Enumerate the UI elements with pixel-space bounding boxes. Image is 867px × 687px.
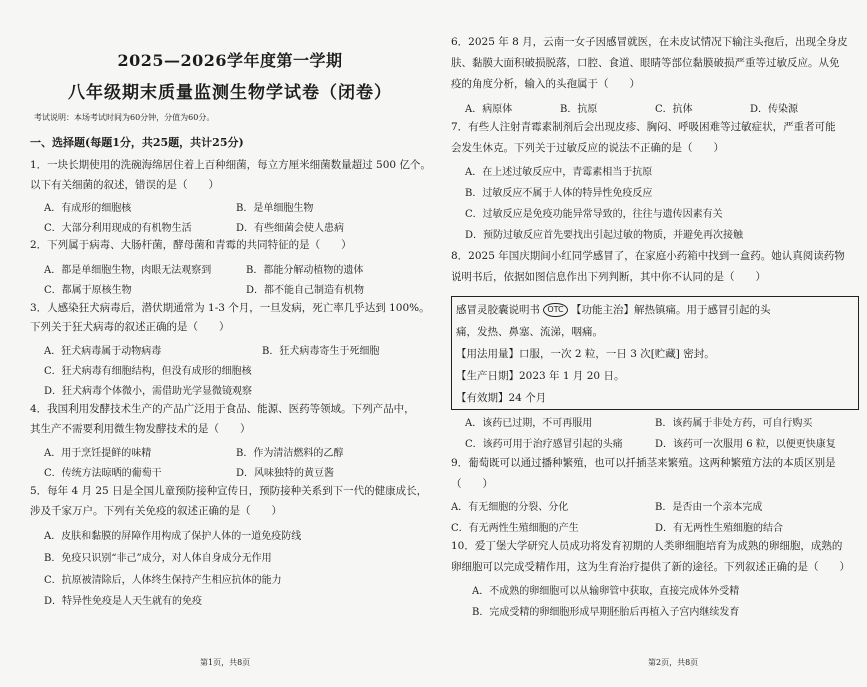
drug-name: 感冒灵胶囊说明书 xyxy=(456,304,540,316)
q1-option-a: A．有成形的细胞核 xyxy=(44,203,132,214)
q2-option-a: A．都是单细胞生物，肉眼无法观察到 xyxy=(44,265,212,276)
q7-option-d: D．预防过敏反应首先要找出引起过敏的物质，并避免再次接触 xyxy=(465,230,744,241)
q8-option-b: B．该药属于非处方药，可自行购买 xyxy=(655,418,813,429)
q1-stem-line1: 1．一块长期使用的洗碗海绵居住着上百种细菌，每立方厘米细菌数量超过 500 亿个。 xyxy=(30,159,431,171)
q7-option-c: C．过敏反应是免疫功能异常导致的，往往与遗传因素有关 xyxy=(465,209,723,220)
q5-stem-line1: 5．每年 4 月 25 日是全国儿童预防接种宣传日，预防接种关系到下一代的健康成长， xyxy=(30,485,428,497)
q10-option-a: A．不成熟的卵细胞可以从输卵管中获取，直接完成体外受精 xyxy=(472,586,740,597)
q1-stem-line2: 以下有关细菌的叙述，错误的是（ ） xyxy=(30,179,219,191)
otc-badge: OTC xyxy=(543,303,567,317)
q6-stem-line3: 疫的角度分析，输入的头孢属于（ ） xyxy=(451,78,640,90)
drug-box-line2: 痛，发热、鼻塞、流涕，咽痛。 xyxy=(456,326,603,338)
q2-option-b: B．都能分解动植物的遗体 xyxy=(246,265,364,276)
q6-option-c: C．抗体 xyxy=(655,104,693,115)
q6-option-a: A．病原体 xyxy=(465,104,513,115)
page-number-right: 第2页，共8页 xyxy=(648,658,699,667)
q10-stem-line2: 卵细胞可以完成受精作用，这为生育治疗提供了新的途径。下列叙述正确的是（ ） xyxy=(451,561,850,573)
drug-shelf-life: 【有效期】24 个月 xyxy=(456,392,547,404)
q5-option-a: A．皮肤和黏膜的屏障作用构成了保护人体的一道免疫防线 xyxy=(44,531,302,542)
section-heading: 一、选择题(每题1分，共25题，共计25分) xyxy=(30,136,244,149)
q4-option-a: A．用于烹饪提鲜的味精 xyxy=(44,448,152,459)
q6-option-d: D．传染源 xyxy=(750,104,799,115)
page-number-left: 第1页，共8页 xyxy=(200,658,251,667)
q8-stem-line2: 说明书后，依据如图信息作出下列判断，其中你不认同的是（ ） xyxy=(451,271,766,283)
drug-instruction-box xyxy=(451,296,859,410)
q4-option-b: B．作为清洁燃料的乙醇 xyxy=(236,448,344,459)
q9-option-d: D．有无两性生殖细胞的结合 xyxy=(655,523,784,534)
q2-stem: 2．下列属于病毒、大肠杆菌，酵母菌和青霉的共同特征的是（ ） xyxy=(30,239,352,251)
q7-stem-line2: 会发生休克。下列关于过敏反应的说法不正确的是（ ） xyxy=(451,142,724,154)
q8-stem-line1: 8．2025 年国庆期间小红同学感冒了，在家庭小药箱中找到一盒药。她认真阅读药物 xyxy=(451,250,845,262)
q4-option-c: C．传统方法晾晒的葡萄干 xyxy=(44,468,162,479)
drug-function: 【功能主治】解热镇痛。用于感冒引起的头 xyxy=(571,304,771,316)
q1-option-c: C．大部分利用现成的有机物生活 xyxy=(44,223,192,234)
q1-option-d: D．有些细菌会使人患病 xyxy=(236,223,345,234)
q9-option-b: B．是否由一个亲本完成 xyxy=(655,502,763,513)
q8-option-d: D．该药可一次服用 6 粒，以便更快康复 xyxy=(655,439,836,450)
exam-note: 考试说明：本场考试时间为60分钟，分值为60分。 xyxy=(34,113,215,122)
q3-option-b: B．狂犬病毒寄生于死细胞 xyxy=(262,346,380,357)
q1-option-b: B．是单细胞生物 xyxy=(236,203,314,214)
q2-option-d: D．都不能自己制造有机物 xyxy=(246,285,365,296)
q10-stem-line1: 10．爱丁堡大学研究人员成功将发育初期的人类卵细胞培育为成熟的卵细胞，成熟的 xyxy=(451,540,843,552)
drug-production-date: 【生产日期】2023 年 1 月 20 日。 xyxy=(456,370,625,382)
q3-option-d: D．狂犬病毒个体微小，需借助光学显微镜观察 xyxy=(44,386,253,397)
q9-option-c: C．有无两性生殖细胞的产生 xyxy=(451,523,579,534)
q6-option-b: B．抗原 xyxy=(560,104,598,115)
q9-option-a: A．有无细胞的分裂、分化 xyxy=(451,502,569,513)
q5-option-b: B．免疫只识别“非己”成分，对人体自身成分无作用 xyxy=(44,553,272,564)
q7-option-a: A．在上述过敏反应中，青霉素相当于抗原 xyxy=(465,167,653,178)
q7-option-b: B．过敏反应不属于人体的特异性免疫反应 xyxy=(465,188,653,199)
q5-option-d: D．特异性免疫是人天生就有的免疫 xyxy=(44,596,203,607)
q4-stem-line1: 4．我国利用发酵技术生产的产品广泛用于食品、能源、医药等领域。下列产品中， xyxy=(30,403,415,415)
exam-year-title: 2025—2026学年度第一学期 xyxy=(117,51,343,70)
q9-stem-line2: （ ） xyxy=(451,478,493,490)
q5-stem-line2: 涉及千家万户。下列有关免疫的叙述正确的是（ ） xyxy=(30,505,282,517)
q4-option-d: D．风味独特的黄豆酱 xyxy=(236,468,335,479)
q6-stem-line1: 6．2025 年 8 月，云南一女子因感冒就医，在未皮试情况下输注头孢后，出现全身皮 xyxy=(451,36,848,48)
q2-option-c: C．都属于原核生物 xyxy=(44,285,132,296)
q10-option-b: B．完成受精的卵细胞形成早期胚胎后再植入子宫内继续发育 xyxy=(472,607,740,618)
drug-box-line1 xyxy=(456,303,771,317)
q8-option-a: A．该药已过期，不可再服用 xyxy=(465,418,593,429)
q8-option-c: C．该药可用于治疗感冒引起的头痛 xyxy=(465,439,623,450)
drug-dosage: 【用法用量】口服，一次 2 粒，一日 3 次[贮藏] 密封。 xyxy=(456,348,715,360)
q4-stem-line2: 其生产不需要利用微生物发酵技术的是（ ） xyxy=(30,423,251,435)
q3-stem-line2: 下列关于狂犬病毒的叙述正确的是（ ） xyxy=(30,321,230,333)
q9-stem-line1: 9．葡萄既可以通过播种繁殖，也可以扦插茎来繁殖。这两种繁殖方法的本质区别是 xyxy=(451,457,836,469)
exam-title: 八年级期末质量监测生物学试卷（闭卷） xyxy=(68,83,392,103)
q3-option-c: C．狂犬病毒有细胞结构，但没有成形的细胞核 xyxy=(44,366,252,377)
q3-option-a: A．狂犬病毒属于动物病毒 xyxy=(44,346,162,357)
q3-stem-line1: 3．人感染狂犬病毒后，潜伏期通常为 1-3 个月，一旦发病，死亡率几乎达到 100%。 xyxy=(30,302,430,314)
q5-option-c: C．抗原被清除后，人体终生保持产生相应抗体的能力 xyxy=(44,575,282,586)
q7-stem-line1: 7．有些人注射青霉素制剂后会出现皮疹、胸闷、呼吸困难等过敏症状，严重者可能 xyxy=(451,121,836,133)
q6-stem-line2: 肤、黏膜大面积破损脱落，口腔、食道、眼睛等部位黏膜破损严重等过敏反应。从免 xyxy=(451,57,840,69)
